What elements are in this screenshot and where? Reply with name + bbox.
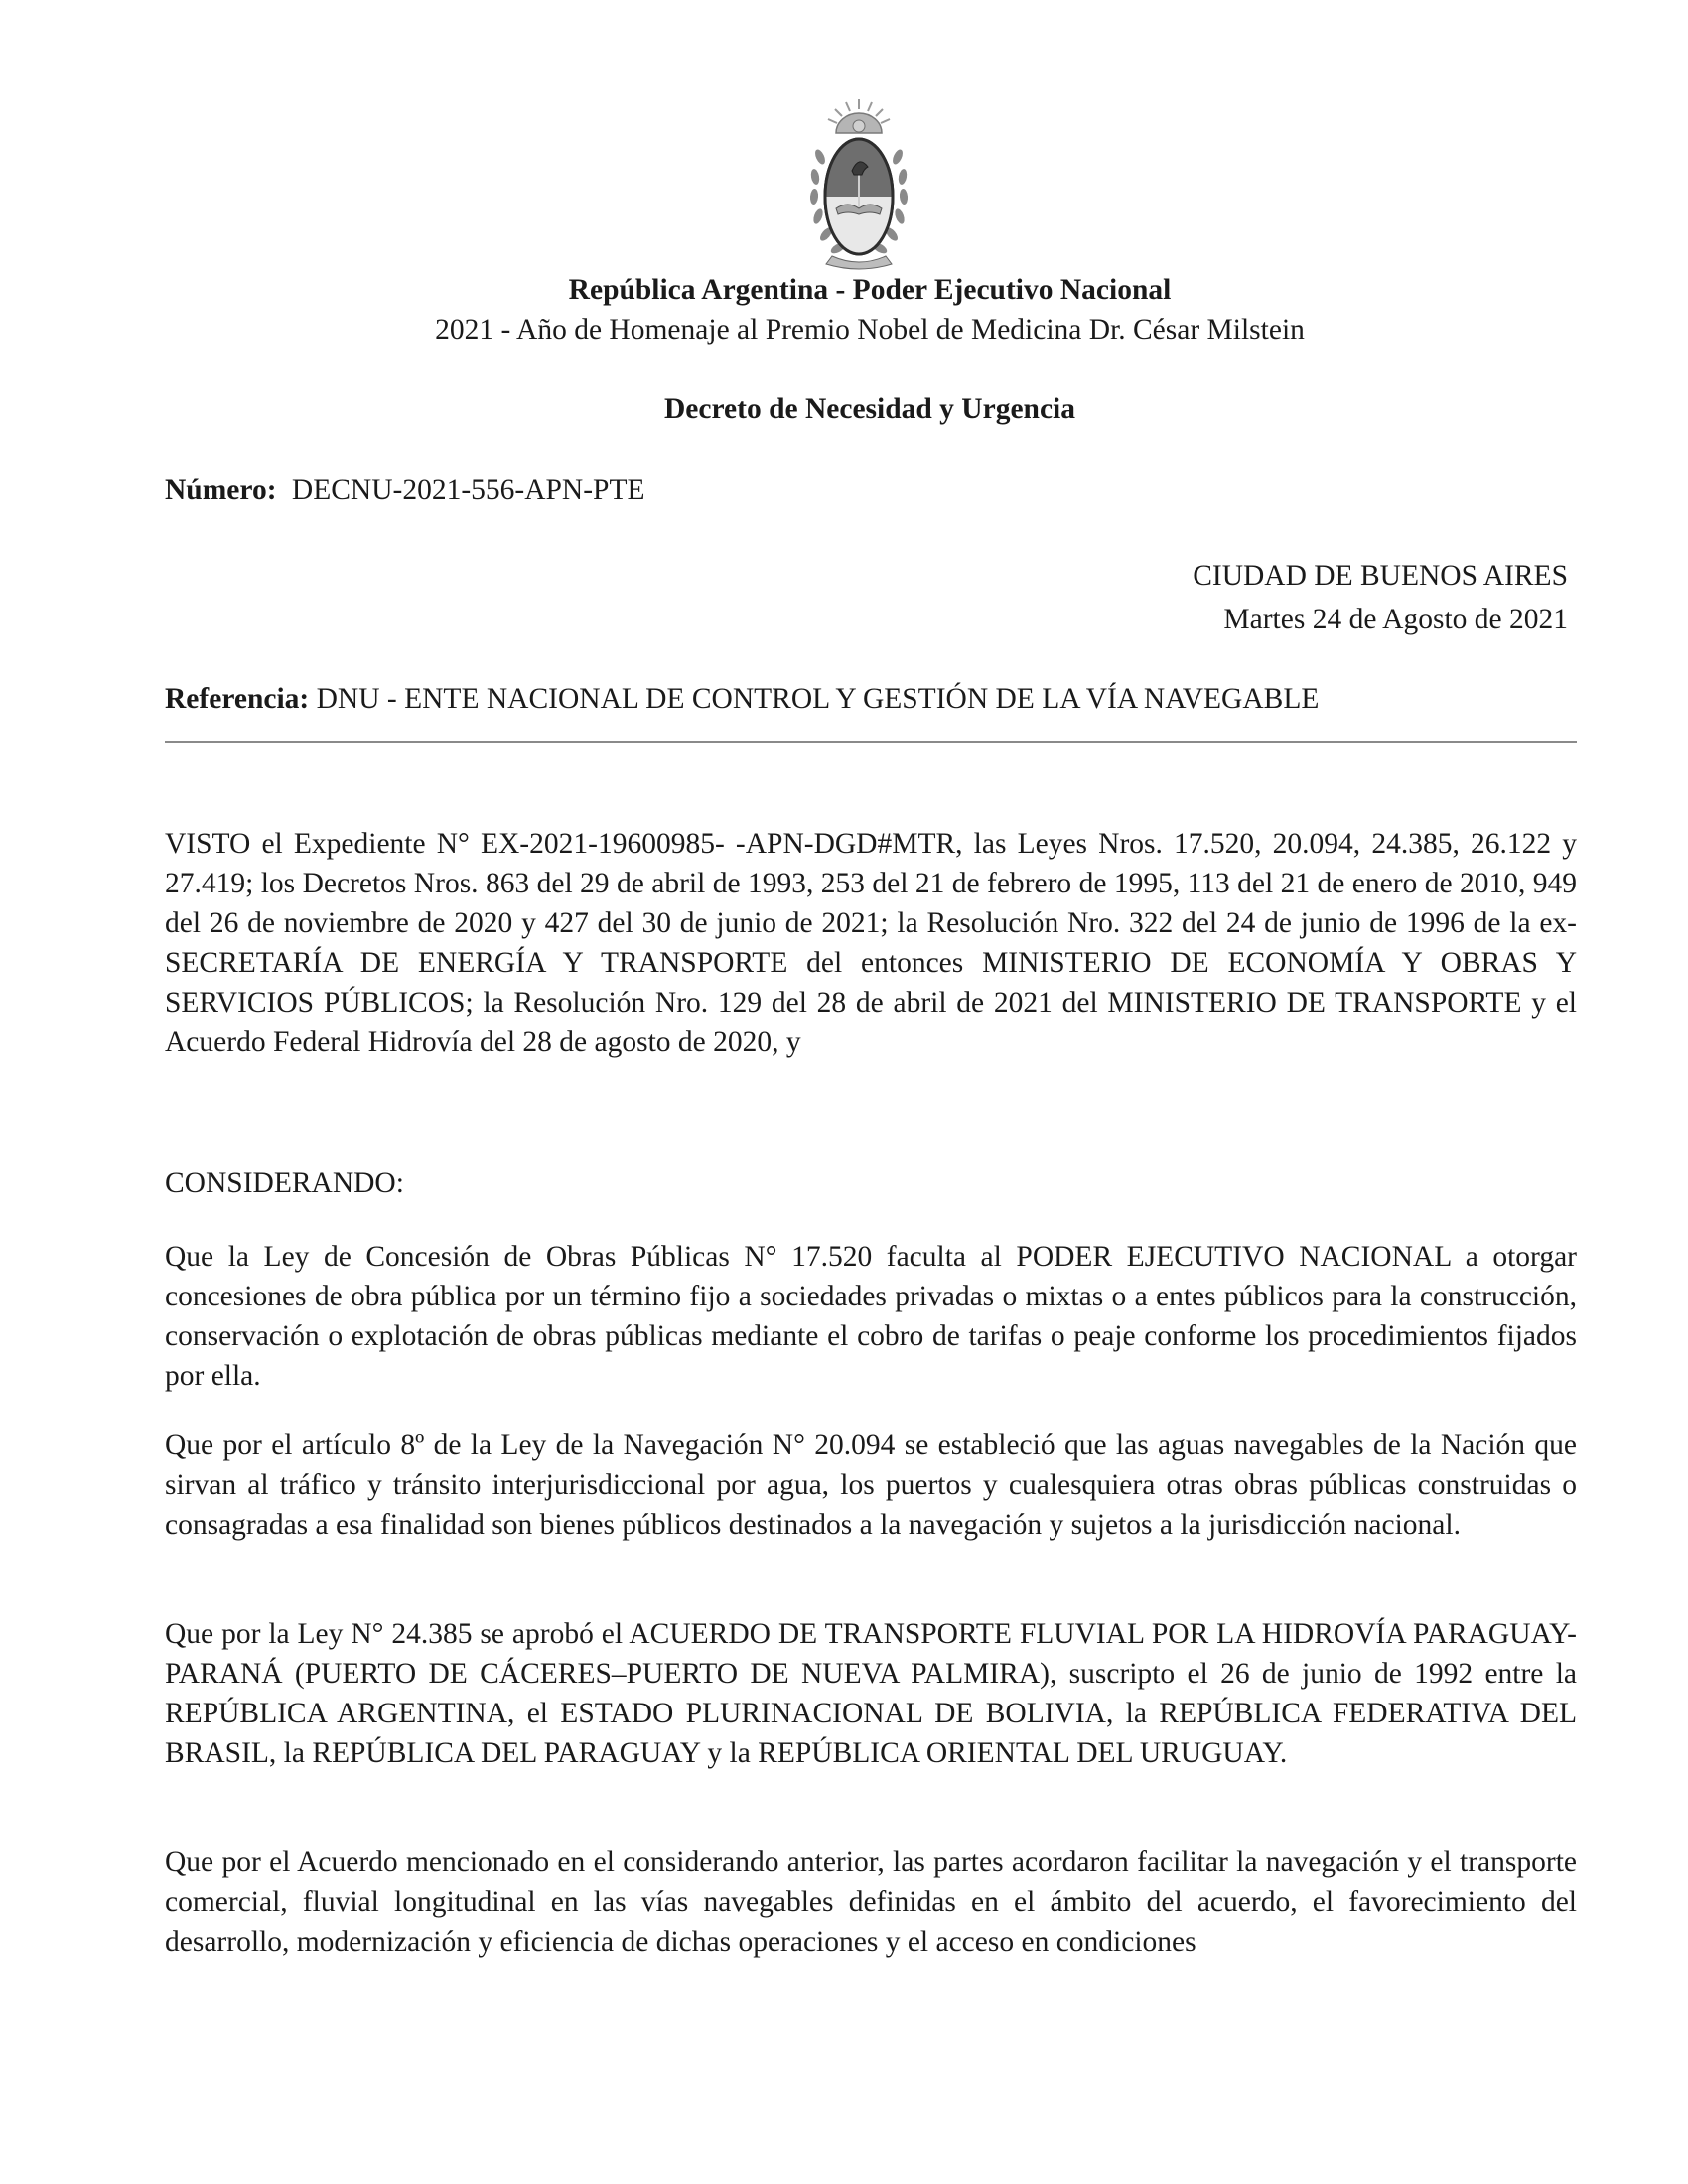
date: Martes 24 de Agosto de 2021	[1223, 604, 1568, 635]
document-type-heading: Decreto de Necesidad y Urgencia	[664, 393, 1075, 425]
reference-label: Referencia:	[165, 683, 310, 715]
institution-title: República Argentina - Poder Ejecutivo Nacional	[568, 274, 1172, 306]
visto-paragraph: VISTO el Expediente N° EX-2021-19600985- -APN-DGD#MTR, las Leyes Nros. 17.520, 20.094, 24.385, 26.122 y 27.419; los Decretos Nros. 863 del 29 de abril de 1993, 253 del 21 de febrero de 1995, 113 del 21 de enero de 2010, 949 del 26 de noviembre de 2020 y 427 del 30 de junio de 2021; la Resolución Nro. 322 del 24 de junio de 1996 de la ex-SECRETARÍA DE ENERGÍA Y TRANSPORTE del entonces MINISTERIO DE ECONOMÍA Y OBRAS Y SERVICIOS PÚBLICOS; la Resolución Nro. 129 del 28 de abril de 2021 del MINISTERIO DE TRANSPORTE y el Acuerdo Federal Hidrovía del 28 de agosto de 2020, y	[165, 828, 1577, 1058]
header-divider	[165, 741, 1577, 743]
argentina-coat-of-arms-icon	[806, 97, 912, 271]
considerando-paragraph-2: Que por el artículo 8º de la Ley de la Navegación N° 20.094 se estableció que las aguas navegables de la Nación que sirvan al tráfico y tránsito interjurisdiccional por agua, los puertos y cualesquiera otras obras públicas construidas o consagradas a esa finalidad son bienes públicos destinados a la navegación y sujetos a la jurisdicción nacional.	[165, 1430, 1577, 1541]
reference-line	[165, 681, 1319, 717]
considerando-heading: CONSIDERANDO:	[165, 1167, 404, 1199]
considerando-paragraph-3: Que por la Ley N° 24.385 se aprobó el ACUERDO DE TRANSPORTE FLUVIAL POR LA HIDROVÍA PARAGUAY-PARANÁ (PUERTO DE CÁCERES–PUERTO DE NUEVA PALMIRA), suscripto el 26 de junio de 1992 entre la REPÚBLICA ARGENTINA, el ESTADO PLURINACIONAL DE BOLIVIA, la REPÚBLICA FEDERATIVA DEL BRASIL, la REPÚBLICA DEL PARAGUAY y la REPÚBLICA ORIENTAL DEL URUGUAY.	[165, 1618, 1577, 1769]
number-value: DECNU-2021-556-APN-PTE	[291, 475, 645, 506]
considerando-paragraph-4: Que por el Acuerdo mencionado en el considerando anterior, las partes acordaron facilitar la navegación y el transporte comercial, fluvial longitudinal en las vías navegables definidas en el ámbito del acuerdo, el favorecimiento del desarrollo, modernización y eficiencia de dichas operaciones y el acceso en condiciones	[165, 1846, 1577, 1958]
document-number-line	[165, 473, 645, 508]
reference-value: DNU - ENTE NACIONAL DE CONTROL Y GESTIÓN DE LA VÍA NAVEGABLE	[316, 683, 1320, 715]
year-motto: 2021 - Año de Homenaje al Premio Nobel de Medicina Dr. César Milstein	[435, 314, 1305, 345]
number-label: Número:	[165, 475, 277, 506]
considerando-paragraph-1: Que la Ley de Concesión de Obras Públicas N° 17.520 faculta al PODER EJECUTIVO NACIONAL a otorgar concesiones de obra pública por un término fijo a sociedades privadas o mixtas o a entes públicos para la construcción, conservación o explotación de obras públicas mediante el cobro de tarifas o peaje conforme los procedimientos fijados por ella.	[165, 1241, 1577, 1392]
city: CIUDAD DE BUENOS AIRES	[1193, 560, 1568, 592]
